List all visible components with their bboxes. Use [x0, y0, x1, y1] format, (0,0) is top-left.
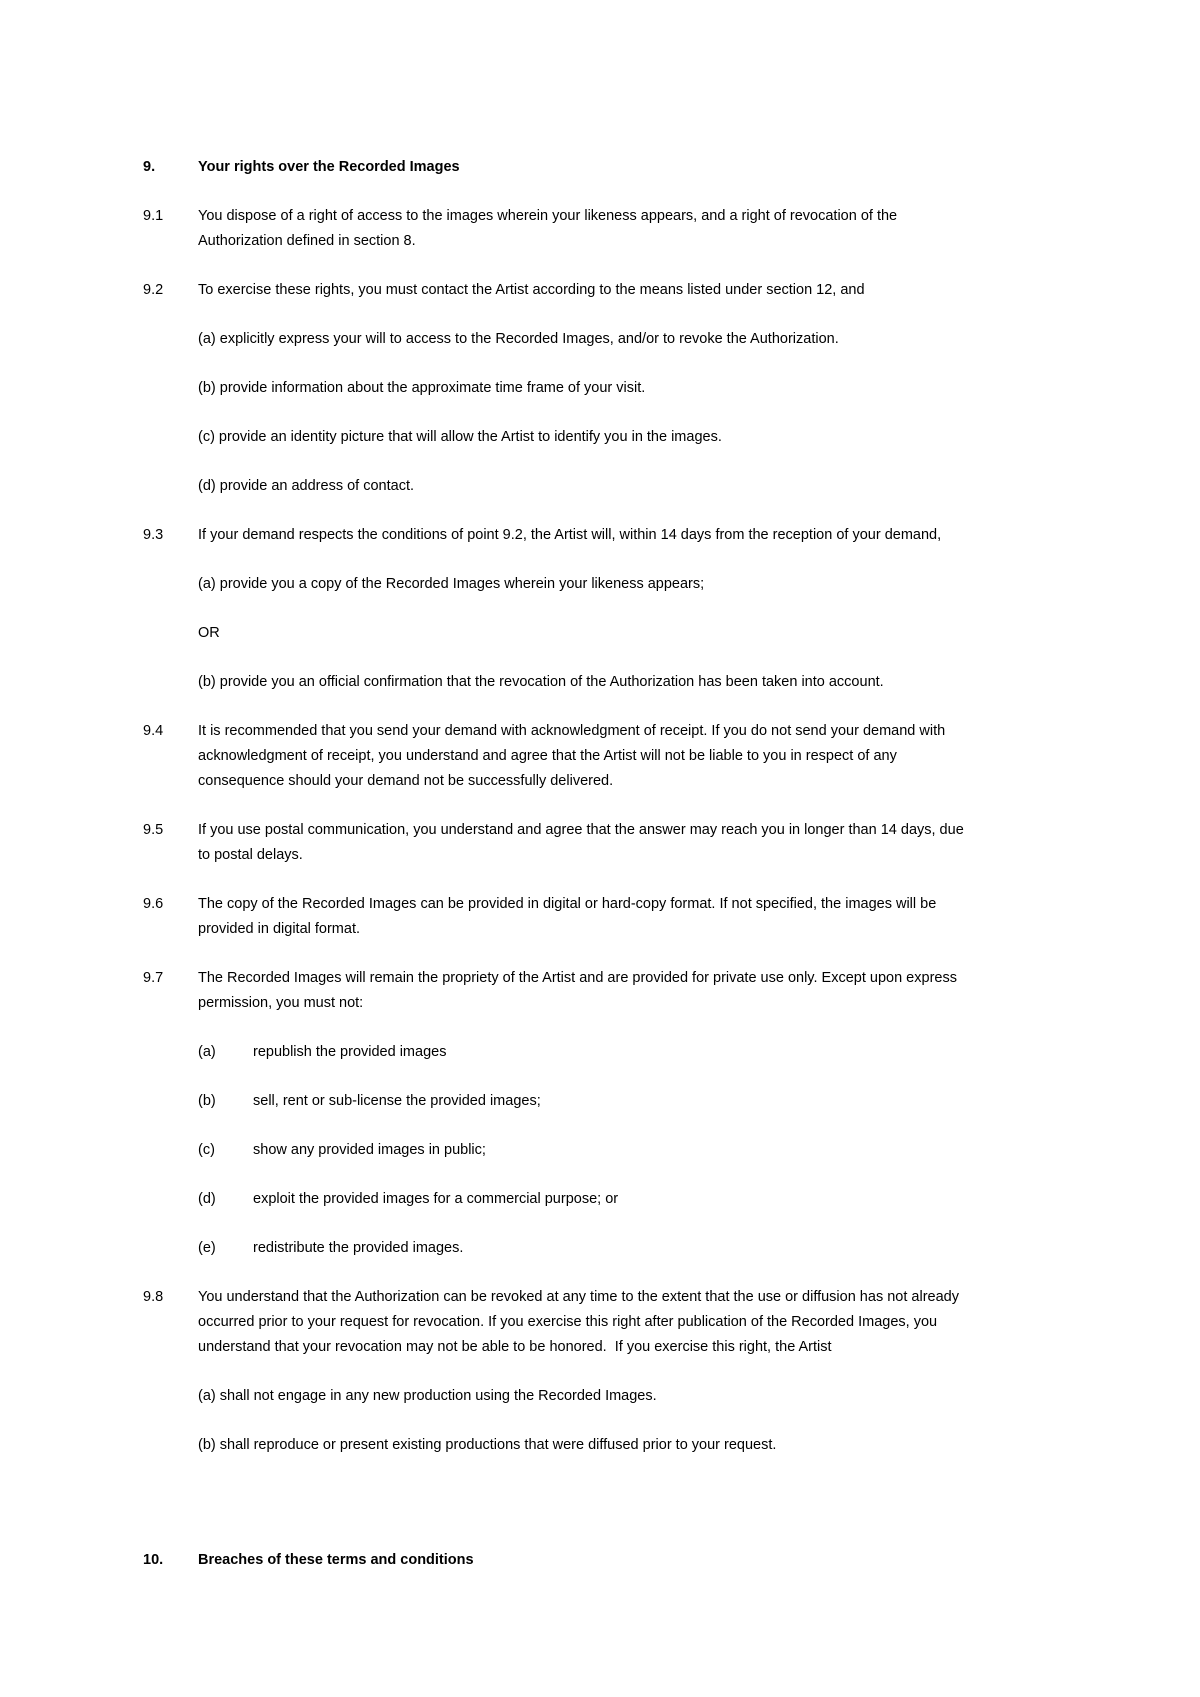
clause — [143, 278, 968, 303]
document-body — [143, 155, 968, 1573]
clause-number: 9.4 — [143, 723, 164, 739]
section-heading — [143, 155, 968, 180]
clause-lettered-item — [143, 1138, 968, 1163]
clause-subitem: (d) provide an address of contact. — [198, 478, 415, 494]
clause-item-marker: (d) — [198, 1191, 216, 1207]
clause-item-marker: (c) — [198, 1142, 215, 1158]
clause-lettered-item — [143, 1236, 968, 1261]
clause-subitem: (a) shall not engage in any new production using the Recorded Images. — [198, 1388, 657, 1404]
clause-item-marker: (b) — [198, 1093, 216, 1109]
clause-text: If your demand respects the conditions of point 9.2, the Artist will, within 14 days from the reception of your demand, — [198, 527, 942, 543]
clause-subitem: (b) shall reproduce or present existing productions that were diffused prior to your request. — [198, 1437, 777, 1453]
section-heading-number: 9. — [143, 159, 156, 175]
clause-item-marker: (e) — [198, 1240, 216, 1256]
clause-subitem: (a) provide you a copy of the Recorded Images wherein your likeness appears; — [198, 576, 705, 592]
section-heading — [143, 1548, 968, 1573]
clause-text: You dispose of a right of access to the images wherein your likeness appears, and a right of revocation of the Authorization defined in section 8. — [198, 208, 901, 249]
clause-item-text: show any provided images in public; — [253, 1142, 486, 1158]
clause-item-marker: (a) — [198, 1044, 216, 1060]
clause-number: 9.3 — [143, 527, 164, 543]
section-heading-title: Your rights over the Recorded Images — [198, 159, 460, 175]
clause-text: If you use postal communication, you understand and agree that the answer may reach you in longer than 14 days, due to postal delays. — [198, 822, 968, 863]
clause — [143, 719, 968, 794]
clause-number: 9.6 — [143, 896, 164, 912]
clause-subitem: (b) provide you an official confirmation that the revocation of the Authorization has been taken into account. — [198, 674, 884, 690]
clause-number: 9.1 — [143, 208, 164, 224]
clause-text: To exercise these rights, you must contact the Artist according to the means listed under section 12, and — [198, 282, 865, 298]
clause-subitem: (c) provide an identity picture that will allow the Artist to identify you in the images. — [198, 429, 722, 445]
clause-item-text: sell, rent or sub-license the provided images; — [253, 1093, 541, 1109]
clause-text: You understand that the Authorization can be revoked at any time to the extent that the use or diffusion has not already occurred prior to your request for revocation. If you exercise this right after publication of the Recorded Images, you understand that your revocation may not be able to be honored. If you exercise this right, the Artist — [198, 1289, 963, 1355]
clause-subitem: (a) explicitly express your will to access to the Recorded Images, and/or to revoke the Authorization. — [198, 331, 839, 347]
clause-lettered-item — [143, 1089, 968, 1114]
clause — [143, 1285, 968, 1360]
clause — [143, 966, 968, 1016]
clause-number: 9.5 — [143, 822, 164, 838]
section-heading-title: Breaches of these terms and conditions — [198, 1552, 474, 1568]
clause — [143, 204, 968, 254]
clause-text: The Recorded Images will remain the propriety of the Artist and are provided for private use only. Except upon express permission, you must not: — [198, 970, 961, 1011]
clause-item-text: redistribute the provided images. — [253, 1240, 464, 1256]
clause — [143, 892, 968, 942]
clause-lettered-item — [143, 1187, 968, 1212]
clause-number: 9.2 — [143, 282, 164, 298]
clause-subitem: (b) provide information about the approximate time frame of your visit. — [198, 380, 646, 396]
clause — [143, 523, 968, 548]
section-heading-number: 10. — [143, 1552, 164, 1568]
clause-text: It is recommended that you send your demand with acknowledgment of receipt. If you do not send your demand with acknowledgment of receipt, you understand and agree that the Artist will not be liable to you in respect of any consequence should your demand not be successfully delivered. — [198, 723, 950, 789]
clause-lettered-item — [143, 1040, 968, 1065]
clause-item-text: republish the provided images — [253, 1044, 447, 1060]
clause-item-text: exploit the provided images for a commercial purpose; or — [253, 1191, 619, 1207]
clause — [143, 818, 968, 868]
section-spacer — [143, 1482, 968, 1548]
clause-connector: OR — [198, 625, 220, 641]
clause-text: The copy of the Recorded Images can be provided in digital or hard-copy format. If not specified, the images will be provided in digital format. — [198, 896, 941, 937]
clause-number: 9.7 — [143, 970, 164, 986]
clause-number: 9.8 — [143, 1289, 164, 1305]
